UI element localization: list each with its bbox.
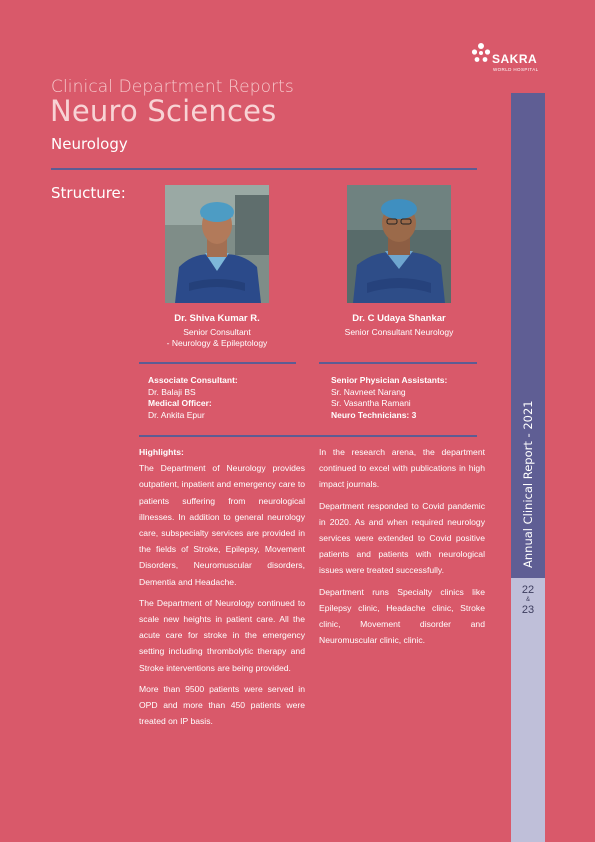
doctor-photo-1: [165, 185, 269, 303]
associate-label: Associate Consultant:: [148, 375, 238, 385]
associate-name: Dr. Balaji BS: [148, 386, 196, 397]
structure-label: Structure:: [51, 184, 126, 202]
highlight-paragraph: More than 9500 patients were served in OPD and more than 450 patients were treated on IP basis.: [139, 683, 305, 727]
doctor-name-1: Dr. Shiva Kumar R.: [174, 313, 260, 324]
page-numbers: [511, 584, 545, 617]
page-number-amp: &: [525, 597, 530, 603]
staff-left: [148, 375, 238, 421]
staff-divider-left: [139, 362, 296, 364]
medical-officer-label: Medical Officer:: [148, 398, 212, 408]
doctor-name-2: Dr. C Udaya Shankar: [352, 313, 446, 324]
spa-name-1: Sr. Navneet Narang: [331, 386, 406, 397]
logo-tagline: WORLD HOSPITAL: [493, 67, 539, 72]
highlights-heading: Highlights:: [139, 447, 184, 457]
highlight-paragraph: The Department of Neurology continued to scale new heights in patient care. All the acute care for stroke in the emergency setting including thrombolytic therapy and Stroke interventions are being provided.: [139, 597, 305, 673]
sakra-logo: [470, 42, 542, 82]
page-number-left: 22: [521, 584, 535, 596]
highlights-left-column: [139, 444, 305, 734]
doctor-photo-2: [347, 185, 451, 303]
staff-right: [331, 375, 447, 421]
doctor-role-1a: Senior Consultant: [183, 327, 251, 337]
sidebar-footer: [511, 578, 545, 842]
staff-divider-right: [319, 362, 477, 364]
highlight-paragraph: In the research arena, the department continued to excel with publications in high impact journals.: [319, 447, 485, 490]
spa-label: Senior Physician Assistants:: [331, 375, 448, 385]
annual-report-label: Annual Clinical Report - 2021: [521, 400, 535, 568]
spa-name-2: Sr. Vasantha Ramani: [331, 398, 411, 408]
medical-officer-name: Dr. Ankita Epur: [148, 409, 205, 420]
sidebar-report-label: [511, 93, 545, 578]
tech-label: Neuro Technicians: 3: [331, 409, 417, 420]
page-number-right: 23: [521, 604, 535, 616]
highlight-paragraph: Department responded to Covid pandemic in 2020. As and when required neurology services were extended to Covid positive patients and patients with neurological issues were treated successfully.: [319, 500, 485, 576]
sakra-logo-mark-icon: [470, 42, 492, 64]
doctor-role-1b: - Neurology & Epileptology: [166, 338, 268, 348]
highlights-divider: [139, 435, 477, 437]
doctor-role-2: Senior Consultant Neurology: [344, 327, 454, 337]
report-supertitle: Clinical Department Reports: [51, 77, 294, 97]
logo-name: SAKRA: [492, 52, 538, 66]
highlight-paragraph: The Department of Neurology provides outpatient, inpatient and emergency care to patients suffering from neurological illnesses. In addition to general neurology care, subspecialty services are provided in the fields of Stroke, Epilepsy, Movement Disorders, Neuromuscular disorders, Dementia and Headache.: [139, 463, 305, 587]
page-title: Neuro Sciences: [50, 94, 277, 128]
highlight-paragraph: Department runs Specialty clinics like Epilepsy clinic, Headache clinic, Stroke clinic, Movement disorder and Neuromuscular clinic, clinic.: [319, 586, 485, 646]
department-subtitle: Neurology: [51, 135, 128, 153]
highlights-right-column: [319, 444, 485, 653]
header-divider: [51, 168, 477, 170]
